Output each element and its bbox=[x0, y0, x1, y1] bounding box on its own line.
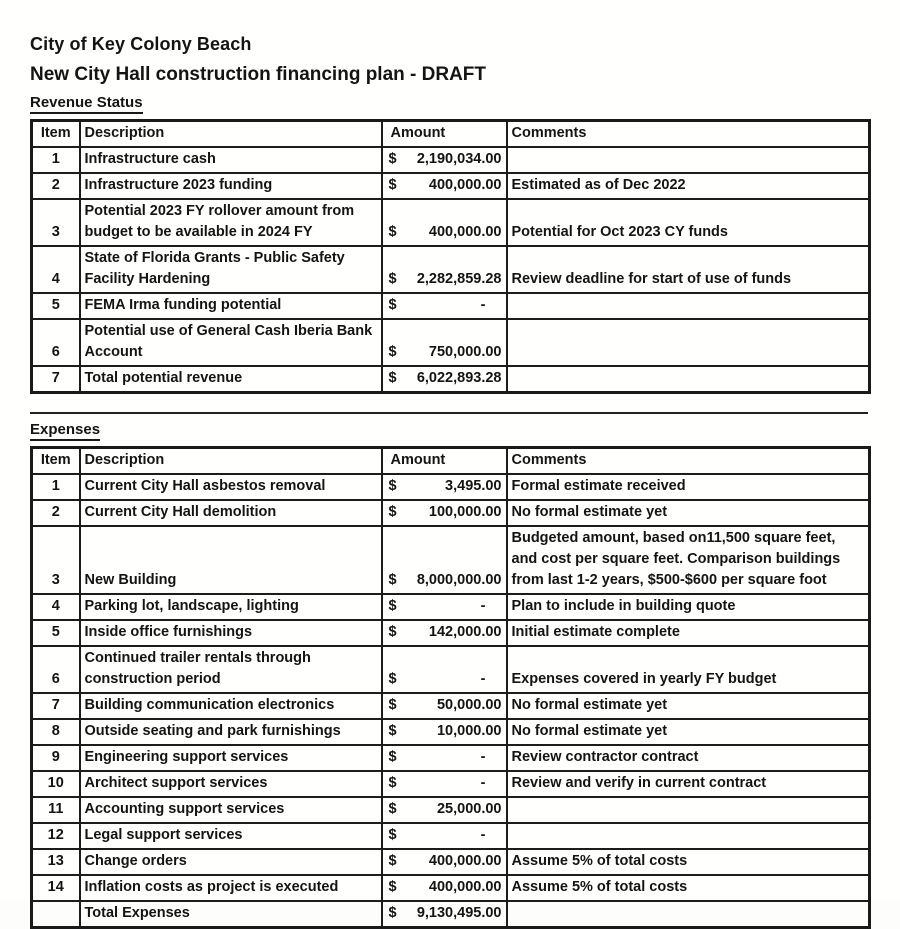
amount-cell-content bbox=[387, 222, 502, 243]
amount-cell-content bbox=[387, 877, 502, 898]
row-comment: Expenses covered in yearly FY budget bbox=[507, 646, 870, 693]
amount-cell-content bbox=[387, 149, 502, 170]
row-item-number: 5 bbox=[32, 620, 80, 646]
row-item-number: 4 bbox=[32, 246, 80, 293]
row-description: State of Florida Grants - Public Safety Facility Hardening bbox=[80, 246, 382, 293]
currency-symbol: $ bbox=[388, 151, 397, 167]
table-row bbox=[32, 474, 870, 500]
amount-value: 2,282,859.28 bbox=[416, 271, 502, 287]
currency-symbol: $ bbox=[388, 598, 397, 614]
row-item-number: 12 bbox=[32, 823, 80, 849]
row-description: Architect support services bbox=[80, 771, 382, 797]
row-comment: Potential for Oct 2023 CY funds bbox=[507, 199, 870, 246]
currency-symbol: $ bbox=[388, 801, 397, 817]
column-header-comments: Comments bbox=[507, 448, 870, 475]
column-header-description: Description bbox=[80, 448, 382, 475]
amount-value: 2,190,034.00 bbox=[416, 151, 502, 167]
table-row bbox=[32, 594, 870, 620]
currency-symbol: $ bbox=[388, 572, 397, 588]
row-description: Total potential revenue bbox=[80, 366, 382, 393]
column-header-item: Item bbox=[32, 121, 80, 148]
currency-symbol: $ bbox=[388, 749, 397, 765]
row-amount bbox=[382, 474, 507, 500]
row-item-number: 2 bbox=[32, 173, 80, 199]
row-amount bbox=[382, 797, 507, 823]
row-description: Inflation costs as project is executed bbox=[80, 875, 382, 901]
expenses-table-body bbox=[32, 474, 870, 928]
revenue-section bbox=[30, 94, 870, 394]
amount-cell-content bbox=[387, 747, 502, 768]
section-spacer bbox=[30, 394, 870, 412]
currency-symbol: $ bbox=[388, 344, 397, 360]
table-row bbox=[32, 620, 870, 646]
currency-symbol: $ bbox=[388, 224, 397, 240]
row-item-number: 3 bbox=[32, 199, 80, 246]
row-item-number: 5 bbox=[32, 293, 80, 319]
amount-value: 10,000.00 bbox=[436, 723, 502, 739]
amount-cell-content bbox=[387, 825, 502, 846]
row-comment: No formal estimate yet bbox=[507, 719, 870, 745]
row-description: Infrastructure 2023 funding bbox=[80, 173, 382, 199]
table-header-row bbox=[32, 448, 870, 475]
column-header-amount: Amount bbox=[382, 121, 507, 148]
amount-cell-content bbox=[387, 476, 502, 497]
currency-symbol: $ bbox=[388, 697, 397, 713]
amount-cell-content bbox=[387, 695, 502, 716]
column-header-comments: Comments bbox=[507, 121, 870, 148]
currency-symbol: $ bbox=[388, 271, 397, 287]
row-description: Potential use of General Cash Iberia Bank Account bbox=[80, 319, 382, 366]
amount-cell-content bbox=[387, 502, 502, 523]
column-header-amount: Amount bbox=[382, 448, 507, 475]
revenue-table bbox=[30, 119, 871, 394]
row-description: Continued trailer rentals through construction period bbox=[80, 646, 382, 693]
amount-cell-content bbox=[387, 175, 502, 196]
row-comment: Assume 5% of total costs bbox=[507, 849, 870, 875]
amount-cell-content bbox=[387, 721, 502, 742]
table-row bbox=[32, 147, 870, 173]
row-description: Infrastructure cash bbox=[80, 147, 382, 173]
table-row bbox=[32, 319, 870, 366]
row-amount bbox=[382, 771, 507, 797]
table-row bbox=[32, 293, 870, 319]
amount-cell-content bbox=[387, 342, 502, 363]
row-comment: Initial estimate complete bbox=[507, 620, 870, 646]
row-description: New Building bbox=[80, 526, 382, 594]
revenue-section-label: Revenue Status bbox=[30, 94, 143, 114]
table-row bbox=[32, 366, 870, 393]
row-amount bbox=[382, 646, 507, 693]
amount-cell-content bbox=[387, 799, 502, 820]
table-row bbox=[32, 526, 870, 594]
amount-cell-content bbox=[387, 368, 502, 389]
row-comment bbox=[507, 901, 870, 928]
table-row bbox=[32, 849, 870, 875]
row-comment bbox=[507, 366, 870, 393]
amount-value: 50,000.00 bbox=[436, 697, 502, 713]
row-item-number: 2 bbox=[32, 500, 80, 526]
row-comment: Assume 5% of total costs bbox=[507, 875, 870, 901]
currency-symbol: $ bbox=[388, 827, 397, 843]
row-item-number: 9 bbox=[32, 745, 80, 771]
document-title: City of Key Colony Beach bbox=[30, 34, 252, 54]
row-comment: Estimated as of Dec 2022 bbox=[507, 173, 870, 199]
row-amount bbox=[382, 173, 507, 199]
amount-value: 9,130,495.00 bbox=[416, 905, 502, 921]
currency-symbol: $ bbox=[388, 177, 397, 193]
currency-symbol: $ bbox=[388, 624, 397, 640]
revenue-table-body bbox=[32, 147, 870, 393]
document-subtitle: New City Hall construction financing plan - DRAFT bbox=[30, 64, 487, 85]
row-item-number: 1 bbox=[32, 147, 80, 173]
table-row bbox=[32, 199, 870, 246]
amount-value: - bbox=[480, 749, 486, 765]
row-amount bbox=[382, 719, 507, 745]
table-row bbox=[32, 693, 870, 719]
currency-symbol: $ bbox=[388, 671, 397, 687]
row-amount bbox=[382, 199, 507, 246]
row-comment: Budgeted amount, based on11,500 square feet, and cost per square feet. Comparison buildings from last 1-2 years, $500-$600 per square foot bbox=[507, 526, 870, 594]
row-comment bbox=[507, 823, 870, 849]
amount-cell-content bbox=[387, 622, 502, 643]
amount-cell-content bbox=[387, 773, 502, 794]
amount-cell-content bbox=[387, 570, 502, 591]
row-item-number: 4 bbox=[32, 594, 80, 620]
expenses-section-label: Expenses bbox=[30, 421, 100, 441]
row-item-number: 10 bbox=[32, 771, 80, 797]
expenses-section bbox=[30, 421, 870, 929]
row-description: Current City Hall asbestos removal bbox=[80, 474, 382, 500]
row-comment: Formal estimate received bbox=[507, 474, 870, 500]
currency-symbol: $ bbox=[388, 775, 397, 791]
row-item-number: 6 bbox=[32, 319, 80, 366]
table-row bbox=[32, 500, 870, 526]
currency-symbol: $ bbox=[388, 478, 397, 494]
currency-symbol: $ bbox=[388, 723, 397, 739]
column-header-item: Item bbox=[32, 448, 80, 475]
row-amount bbox=[382, 620, 507, 646]
amount-value: 6,022,893.28 bbox=[416, 370, 502, 386]
row-item-number: 14 bbox=[32, 875, 80, 901]
row-description: Potential 2023 FY rollover amount from budget to be available in 2024 FY bbox=[80, 199, 382, 246]
row-comment: Review deadline for start of use of funds bbox=[507, 246, 870, 293]
row-description: Outside seating and park furnishings bbox=[80, 719, 382, 745]
amount-value: 750,000.00 bbox=[428, 344, 502, 360]
amount-value: - bbox=[480, 598, 486, 614]
section-divider-line bbox=[30, 412, 868, 414]
amount-value: 8,000,000.00 bbox=[416, 572, 502, 588]
row-amount bbox=[382, 875, 507, 901]
row-comment: Review and verify in current contract bbox=[507, 771, 870, 797]
amount-cell-content bbox=[387, 903, 502, 924]
table-row bbox=[32, 797, 870, 823]
row-item-number bbox=[32, 901, 80, 928]
row-description: Engineering support services bbox=[80, 745, 382, 771]
table-row bbox=[32, 646, 870, 693]
row-amount bbox=[382, 526, 507, 594]
amount-value: - bbox=[480, 297, 486, 313]
row-item-number: 7 bbox=[32, 366, 80, 393]
row-comment: Plan to include in building quote bbox=[507, 594, 870, 620]
currency-symbol: $ bbox=[388, 370, 397, 386]
row-amount bbox=[382, 823, 507, 849]
expenses-table bbox=[30, 446, 871, 929]
row-description: Inside office furnishings bbox=[80, 620, 382, 646]
row-comment: Review contractor contract bbox=[507, 745, 870, 771]
row-item-number: 11 bbox=[32, 797, 80, 823]
row-amount bbox=[382, 745, 507, 771]
amount-value: 400,000.00 bbox=[428, 853, 502, 869]
table-row bbox=[32, 823, 870, 849]
amount-value: 400,000.00 bbox=[428, 879, 502, 895]
amount-cell-content bbox=[387, 269, 502, 290]
row-comment bbox=[507, 319, 870, 366]
row-item-number: 6 bbox=[32, 646, 80, 693]
row-comment bbox=[507, 293, 870, 319]
amount-value: 142,000.00 bbox=[428, 624, 502, 640]
row-item-number: 8 bbox=[32, 719, 80, 745]
row-item-number: 3 bbox=[32, 526, 80, 594]
currency-symbol: $ bbox=[388, 853, 397, 869]
table-row bbox=[32, 246, 870, 293]
row-amount bbox=[382, 849, 507, 875]
amount-cell-content bbox=[387, 851, 502, 872]
row-amount bbox=[382, 366, 507, 393]
row-item-number: 13 bbox=[32, 849, 80, 875]
row-comment: No formal estimate yet bbox=[507, 500, 870, 526]
row-amount bbox=[382, 594, 507, 620]
row-amount bbox=[382, 901, 507, 928]
amount-value: 400,000.00 bbox=[428, 177, 502, 193]
row-description: Accounting support services bbox=[80, 797, 382, 823]
amount-value: - bbox=[480, 827, 486, 843]
amount-cell-content bbox=[387, 669, 502, 690]
table-row bbox=[32, 875, 870, 901]
amount-cell-content bbox=[387, 295, 502, 316]
row-description: Parking lot, landscape, lighting bbox=[80, 594, 382, 620]
row-comment bbox=[507, 147, 870, 173]
amount-value: - bbox=[480, 775, 486, 791]
amount-value: 100,000.00 bbox=[428, 504, 502, 520]
row-amount bbox=[382, 246, 507, 293]
column-header-description: Description bbox=[80, 121, 382, 148]
row-description: Building communication electronics bbox=[80, 693, 382, 719]
row-amount bbox=[382, 293, 507, 319]
row-comment bbox=[507, 797, 870, 823]
row-description: Legal support services bbox=[80, 823, 382, 849]
currency-symbol: $ bbox=[388, 905, 397, 921]
currency-symbol: $ bbox=[388, 504, 397, 520]
amount-value: 400,000.00 bbox=[428, 224, 502, 240]
row-amount bbox=[382, 319, 507, 366]
currency-symbol: $ bbox=[388, 297, 397, 313]
table-row bbox=[32, 901, 870, 928]
table-row bbox=[32, 745, 870, 771]
row-amount bbox=[382, 693, 507, 719]
currency-symbol: $ bbox=[388, 879, 397, 895]
amount-value: 3,495.00 bbox=[445, 478, 502, 494]
row-amount bbox=[382, 147, 507, 173]
row-item-number: 7 bbox=[32, 693, 80, 719]
row-amount bbox=[382, 500, 507, 526]
row-description: Current City Hall demolition bbox=[80, 500, 382, 526]
row-description: FEMA Irma funding potential bbox=[80, 293, 382, 319]
row-item-number: 1 bbox=[32, 474, 80, 500]
amount-value: 25,000.00 bbox=[436, 801, 502, 817]
amount-value: - bbox=[480, 671, 486, 687]
amount-cell-content bbox=[387, 596, 502, 617]
table-row bbox=[32, 771, 870, 797]
table-row bbox=[32, 173, 870, 199]
row-description: Change orders bbox=[80, 849, 382, 875]
table-header-row bbox=[32, 121, 870, 148]
row-description: Total Expenses bbox=[80, 901, 382, 928]
table-row bbox=[32, 719, 870, 745]
row-comment: No formal estimate yet bbox=[507, 693, 870, 719]
